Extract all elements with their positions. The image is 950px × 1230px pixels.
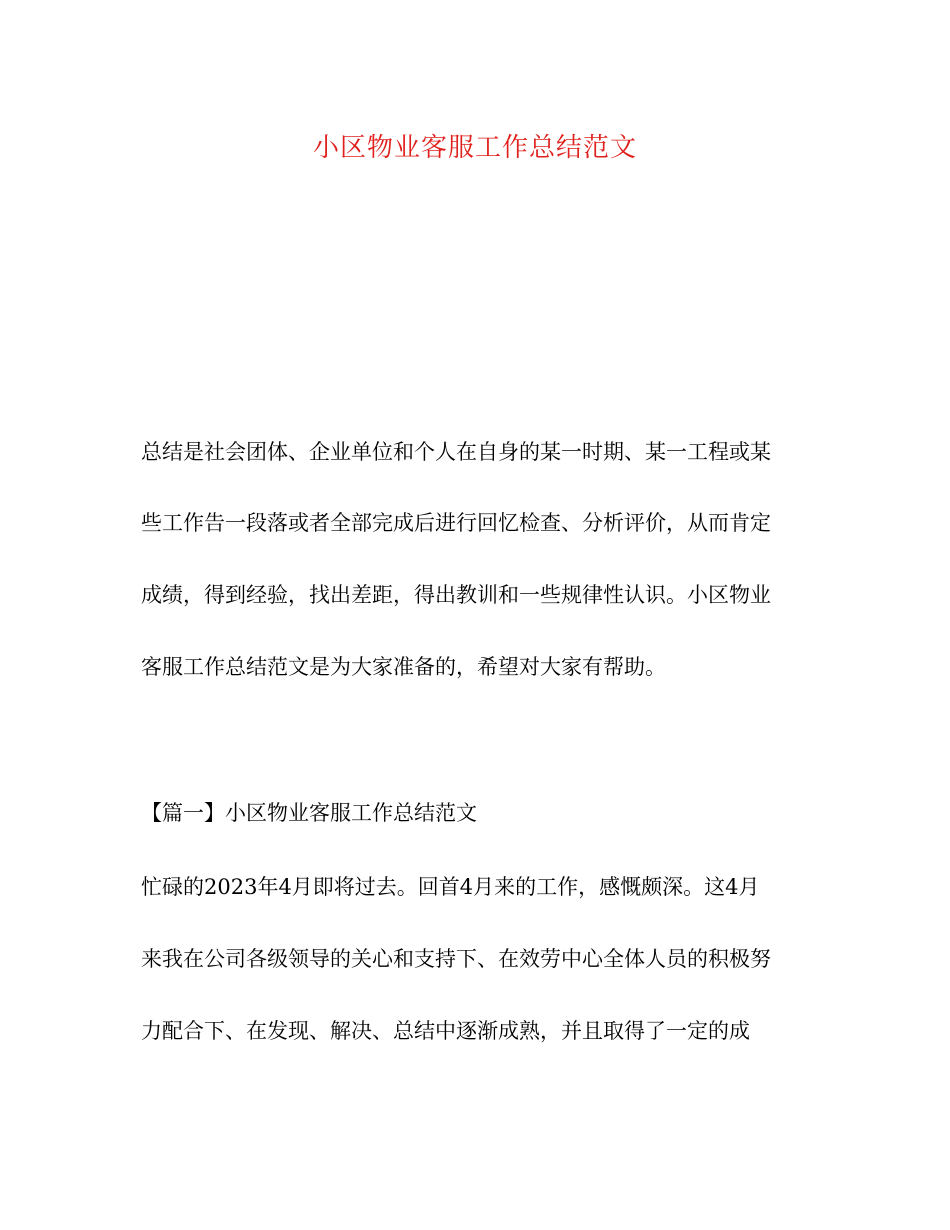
body-line-2: 来我在公司各级领导的关心和支持下、在效劳中心全体人员的积极努 (141, 947, 771, 971)
section-heading: 【篇一】小区物业客服工作总结范文 (141, 801, 477, 825)
document-title: 小区物业客服工作总结范文 (312, 133, 637, 163)
body-line-1: 忙碌的2023年4月即将过去。回首4月来的工作，感慨颇深。这4月 (141, 875, 760, 899)
intro-line-3: 成绩，得到经验，找出差距，得出教训和一些规律性认识。小区物业 (141, 583, 771, 607)
body-line-3: 力配合下、在发现、解决、总结中逐渐成熟，并且取得了一定的成 (141, 1019, 750, 1043)
intro-line-1: 总结是社会团体、企业单位和个人在自身的某一时期、某一工程或某 (141, 440, 771, 464)
intro-line-2: 些工作告一段落或者全部完成后进行回忆检查、分析评价，从而肯定 (141, 511, 771, 535)
intro-line-4: 客服工作总结范文是为大家准备的，希望对大家有帮助。 (141, 655, 666, 679)
